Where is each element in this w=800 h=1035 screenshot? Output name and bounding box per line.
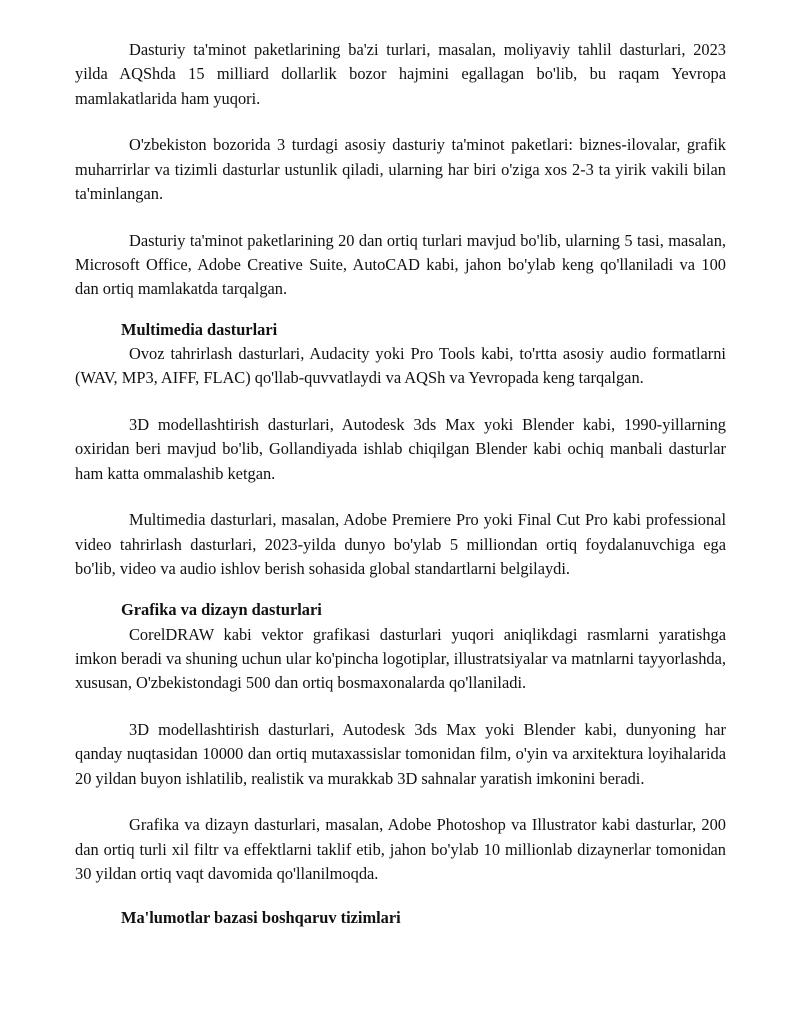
section-title-graphics: Grafika va dizayn dasturlari: [121, 600, 322, 620]
section-title-multimedia: Multimedia dasturlari: [121, 319, 278, 339]
multimedia-paragraph-3: Multimedia dasturlari, masalan, Adobe Premiere Pro yoki Final Cut Pro kabi professional video tahrirlash dasturlari, 2023-yilda dunyo bo'ylab 5 milliondan ortiq foydalanuvchiga ega bo'lib, video va audio ishlov berish sohasida global standartlarni belgilaydi.: [75, 510, 726, 579]
multimedia-paragraph-2: 3D modellashtirish dasturlari, Autodesk 3ds Max yoki Blender kabi, 1990-yillarning oxiridan beri mavjud bo'lib, Gollandiyada ishlab chiqilgan Blender kabi ochiq manbali dasturlar ham katta ommalashib ketgan.: [75, 415, 726, 483]
intro-paragraph-2: O'zbekiston bozorida 3 turdagi asosiy dasturiy ta'minot paketlari: biznes-ilovalar, grafik muharrirlar va tizimli dasturlar ustunlik qiladi, ularning har biri o'ziga xos 2-3 ta yirik vakili bilan ta'minlangan.: [75, 135, 726, 203]
multimedia-paragraph-1: Ovoz tahrirlash dasturlari, Audacity yoki Pro Tools kabi, to'rtta asosiy audio formatlarni (WAV, MP3, AIFF, FLAC) qo'llab-quvvatlaydi va AQSh va Yevropada keng tarqalgan.: [75, 343, 726, 388]
graphics-paragraph-3: Grafika va dizayn dasturlari, masalan, Adobe Photoshop va Illustrator kabi dasturlar, 200 dan ortiq turli xil filtr va effektlarni taklif etib, jahon bo'ylab 10 millionlab dizaynerlar tomonidan 30 yildan ortiq vaqt davomida qo'llanilmoqda.: [75, 815, 726, 884]
graphics-paragraph-2: 3D modellashtirish dasturlari, Autodesk 3ds Max yoki Blender kabi, dunyoning har qanday nuqtasidan 10000 dan ortiq mutaxassislar tomonidan film, o'yin va arxitektura loyihalarida 20 yildan buyon ishlatilib, realistik va murakkab 3D sahnalar yaratish imkonini beradi.: [75, 720, 726, 788]
intro-paragraph-3: Dasturiy ta'minot paketlarining 20 dan ortiq turlari mavjud bo'lib, ularning 5 tasi, masalan, Microsoft Office, Adobe Creative Suite, AutoCAD kabi, jahon bo'ylab keng qo'llaniladi va 100 dan ortiq mamlakatda tarqalgan.: [75, 230, 726, 299]
section-title-database: Ma'lumotlar bazasi boshqaruv tizimlari: [121, 908, 401, 928]
graphics-paragraph-1: CorelDRAW kabi vektor grafikasi dasturlari yuqori aniqlikdagi rasmlarni yaratishga imkon beradi va shuning uchun ular ko'pincha logotiplar, illustratsiyalar va matnlarni tayyorlashda, xususan, O'zbekistondagi 500 dan ortiq bosmaxonalarda qo'llaniladi.: [75, 624, 726, 693]
intro-paragraph-1: Dasturiy ta'minot paketlarining ba'zi turlari, masalan, moliyaviy tahlil dasturlari, 2023 yilda AQShda 15 milliard dollarlik bozor hajmini egallagan bo'lib, bu raqam Yevropa mamlakatlarida ham yuqori.: [75, 40, 726, 108]
